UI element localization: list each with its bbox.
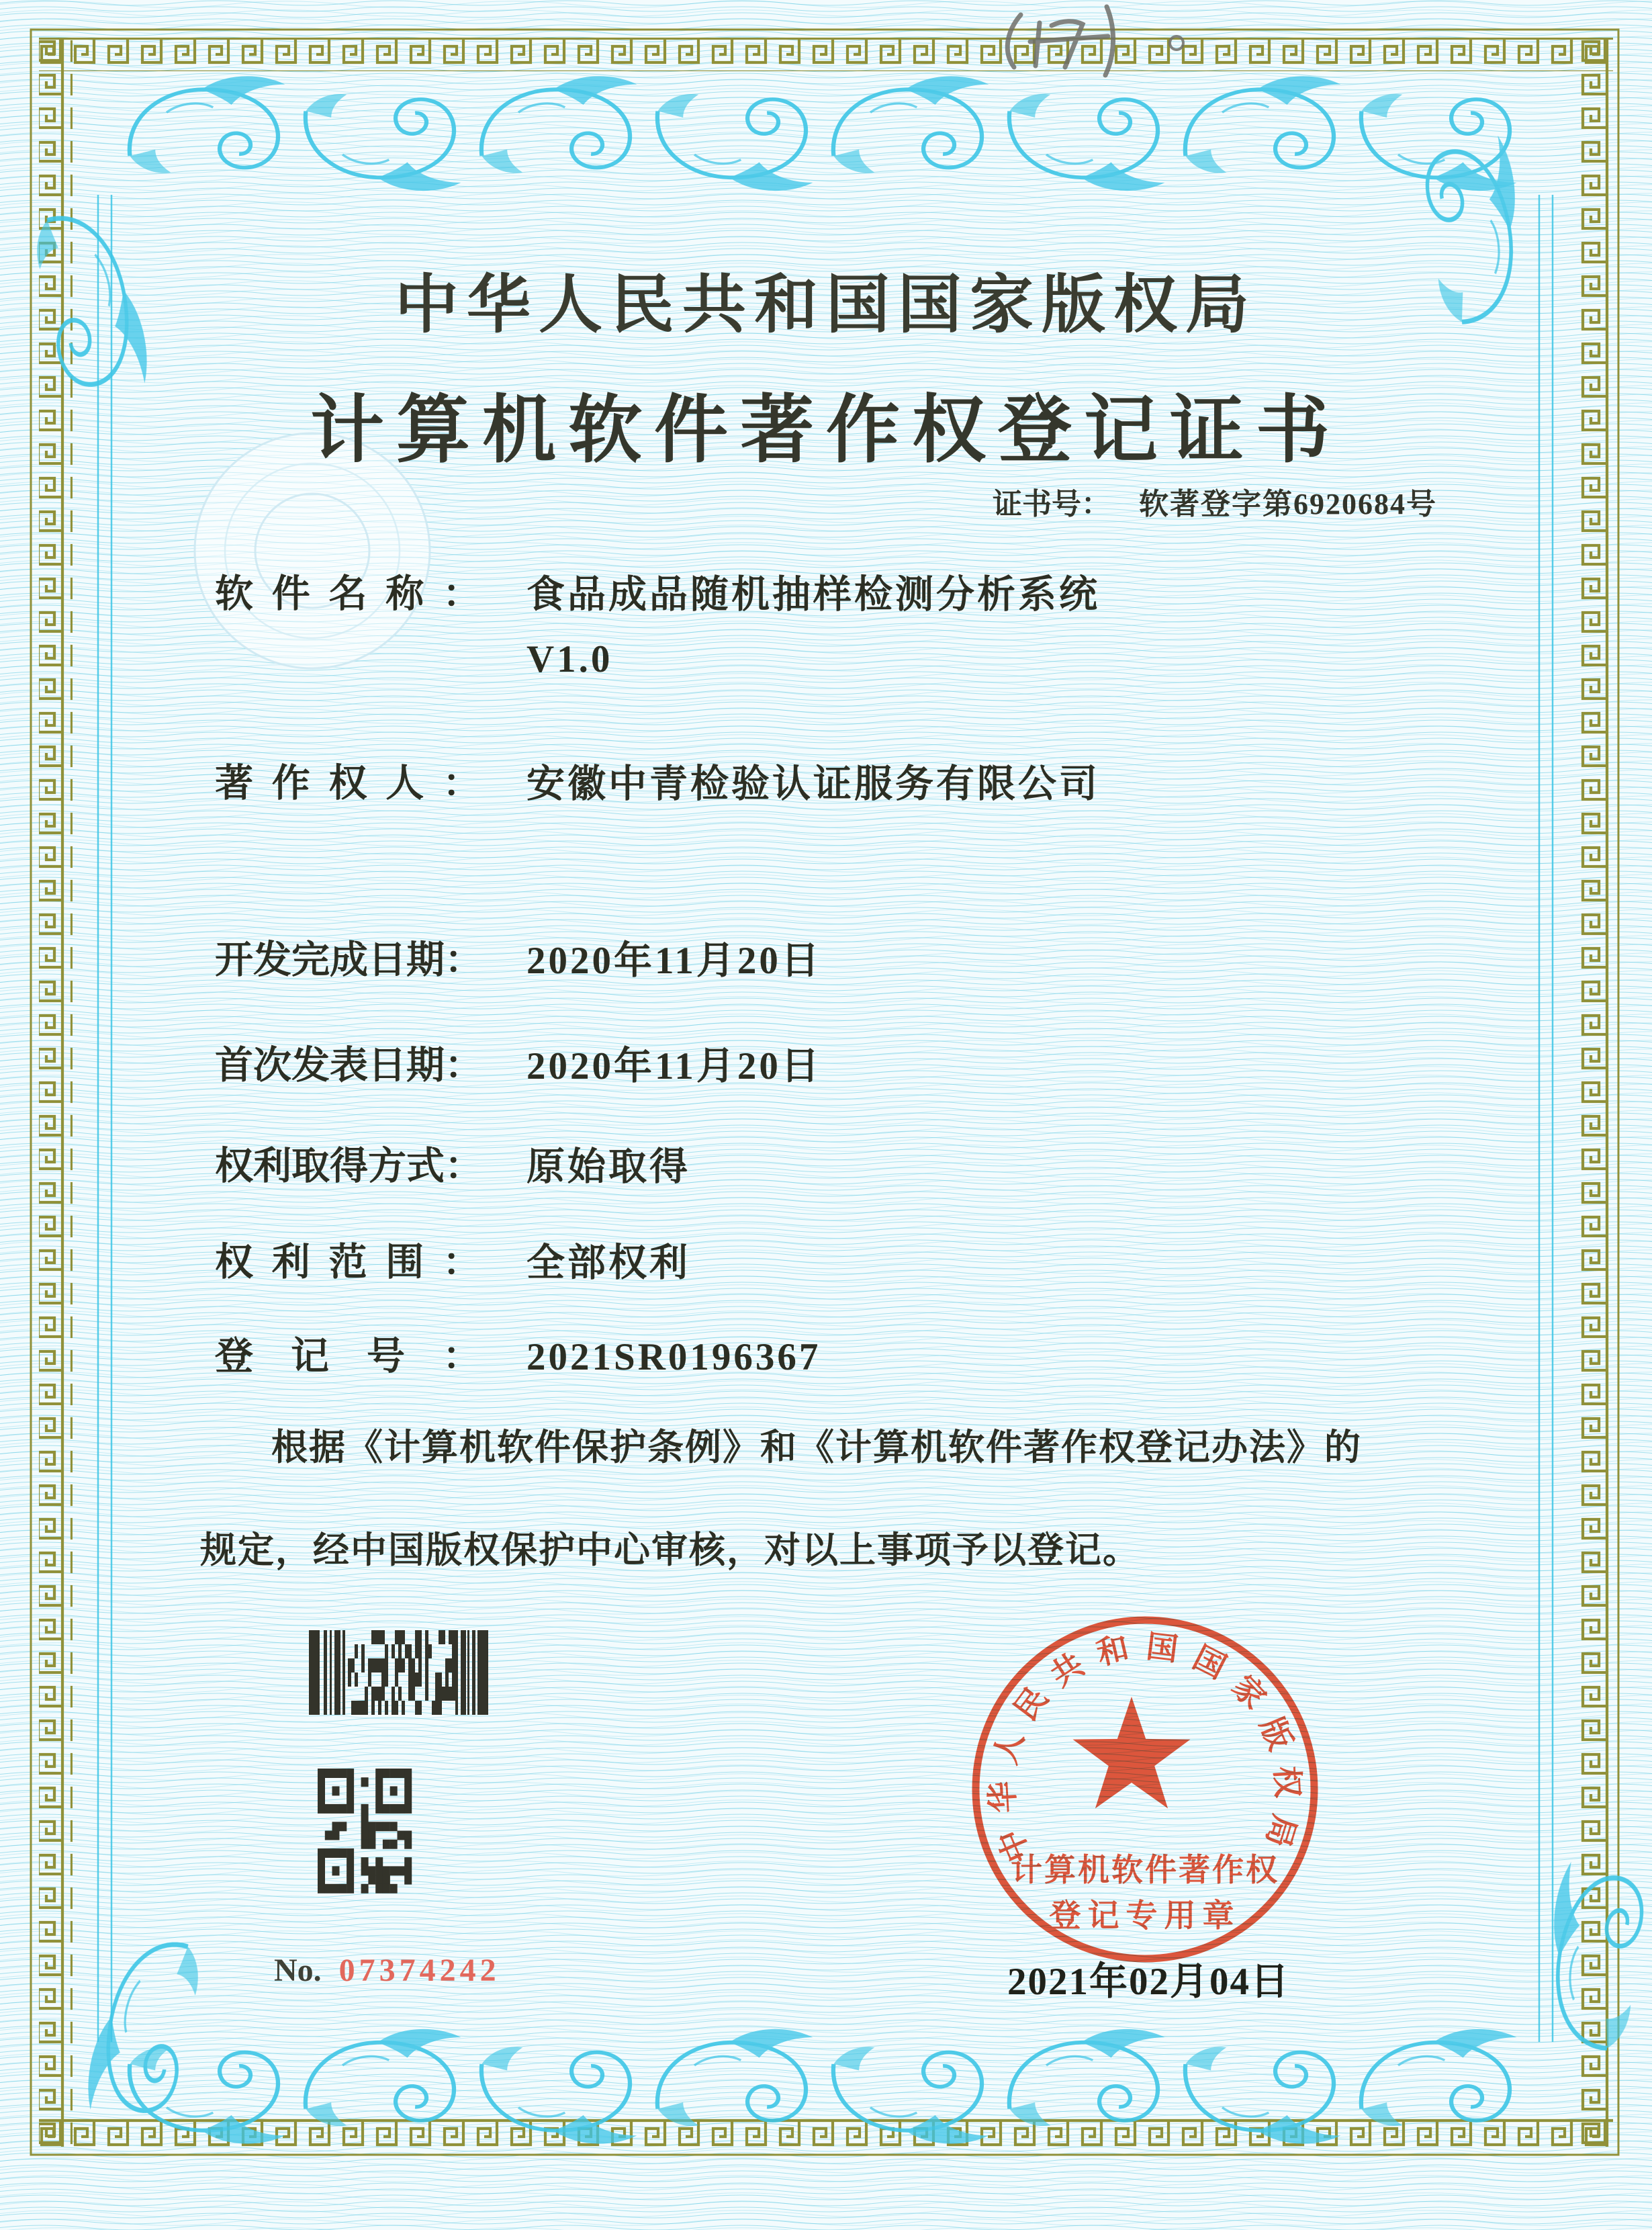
field-value: 安徽中青检验认证服务有限公司 (526, 763, 1100, 805)
certificate-number-value: 软著登字第6920684号 (1139, 488, 1437, 521)
field-label: 著 作 权 人 ： (215, 762, 481, 805)
field-value-line2: V1.0 (526, 637, 613, 680)
serial-number-line (274, 1952, 500, 1989)
seal-line2: 登记专用章 (1049, 1899, 1241, 1934)
field-value: 2020年11月20日 (526, 1045, 822, 1087)
serial-number-value: 07374242 (338, 1953, 500, 1988)
seal-arc-text: 中华人民共和国国家版权局 (985, 1629, 1305, 1867)
field-label: 权 利 取 得 方 式 ： (215, 1145, 483, 1188)
statement-line1: 根据《计算机软件保护条例》和《计算机软件著作权登记办法》的 (271, 1427, 1362, 1468)
statement-line2: 规定，经中国版权保护中心审核，对以上事项予以登记。 (200, 1530, 1140, 1570)
field-label: 软 件 名 称 ： (215, 573, 481, 615)
star-icon (1073, 1697, 1191, 1808)
field-value: 全部权利 (526, 1242, 690, 1284)
field-value: 2021SR0196367 (526, 1336, 821, 1378)
seal-line1: 计算机软件著作权 (1011, 1853, 1279, 1888)
field-label: 权 利 范 围 ： (215, 1241, 481, 1284)
field-label: 登 记 号 ： (215, 1335, 481, 1378)
serial-number-label: No. (274, 1953, 322, 1988)
field-label: 开 发 完 成 日 期 ： (215, 939, 483, 981)
field-value: 食品成品随机抽样检测分析系统 V1.0 (526, 563, 1100, 692)
field-label: 首 次 发 表 日 期 ： (215, 1044, 483, 1087)
certificate-title: 计算机软件著作权登记证书 (310, 390, 1342, 472)
field-value: 2020年11月20日 (526, 940, 822, 982)
field-value: 原始取得 (526, 1146, 690, 1188)
authority-title: 中华人民共和国国家版权局 (394, 269, 1257, 341)
certificate-number-label: 证书号： (993, 488, 1111, 521)
registration-date: 2021年02月04日 (1007, 1961, 1290, 2003)
